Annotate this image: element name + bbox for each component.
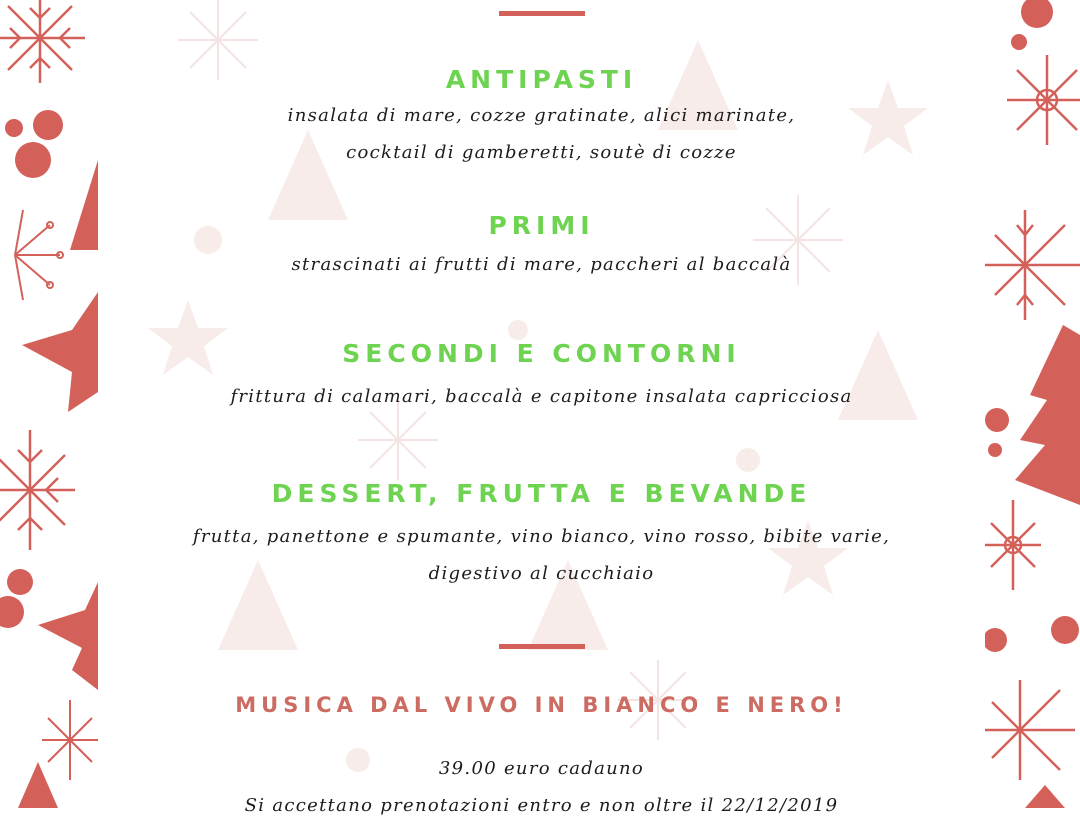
christmas-tree-icon	[1015, 325, 1080, 505]
music-heading: MUSICA DAL VIVO IN BIANCO E NERO!	[235, 693, 848, 717]
star-icon	[22, 292, 98, 412]
menu-line: frittura di calamari, baccalà e capitone insalata capricciosa	[230, 386, 853, 407]
heading-primi: PRIMI	[488, 211, 595, 240]
star-icon	[38, 582, 98, 690]
menu-line: digestivo al cucchiaio	[428, 563, 655, 584]
christmas-tree-icon	[18, 762, 58, 808]
snowflake-icon	[985, 680, 1075, 780]
right-decoration	[985, 0, 1080, 808]
snowflake-icon	[985, 500, 1041, 590]
menu-line: frutta, panettone e spumante, vino bianco, vino rosso, bibite varie,	[192, 526, 891, 547]
booking-text: Si accettano prenotazioni entro e non oltre il 22/12/2019	[244, 795, 839, 816]
snowflake-icon	[1007, 55, 1080, 145]
christmas-tree-icon	[70, 160, 98, 250]
dot-icon	[985, 616, 1079, 652]
menu-content	[98, 0, 985, 816]
snowflake-icon	[42, 700, 98, 780]
christmas-tree-icon	[1025, 785, 1065, 808]
snowflake-icon	[15, 210, 63, 300]
heading-dessert: DESSERT, FRUTTA E BEVANDE	[271, 479, 812, 508]
menu-line: strascinati ai frutti di mare, paccheri al baccalà	[291, 254, 792, 275]
menu-line: insalata di mare, cozze gratinate, alici marinate,	[287, 105, 796, 126]
divider-top	[499, 11, 585, 16]
primi-items	[98, 246, 985, 283]
info-lines	[98, 750, 985, 824]
divider-middle	[499, 644, 585, 649]
heading-antipasti: ANTIPASTI	[445, 65, 638, 94]
heading-secondi: SECONDI E CONTORNI	[342, 339, 741, 368]
dot-icon	[0, 569, 33, 628]
price-text: 39.00 euro cadauno	[438, 758, 645, 779]
secondi-items	[98, 378, 985, 415]
snowflake-icon	[0, 430, 75, 550]
antipasti-items	[98, 97, 985, 171]
snowflake-icon	[985, 210, 1080, 320]
snowflake-icon	[0, 0, 85, 83]
dot-icon	[5, 110, 63, 178]
dot-icon	[985, 408, 1009, 457]
dessert-items	[98, 518, 985, 592]
dot-icon	[1011, 0, 1053, 50]
left-decoration	[0, 0, 98, 808]
menu-line: cocktail di gamberetti, soutè di cozze	[346, 142, 737, 163]
